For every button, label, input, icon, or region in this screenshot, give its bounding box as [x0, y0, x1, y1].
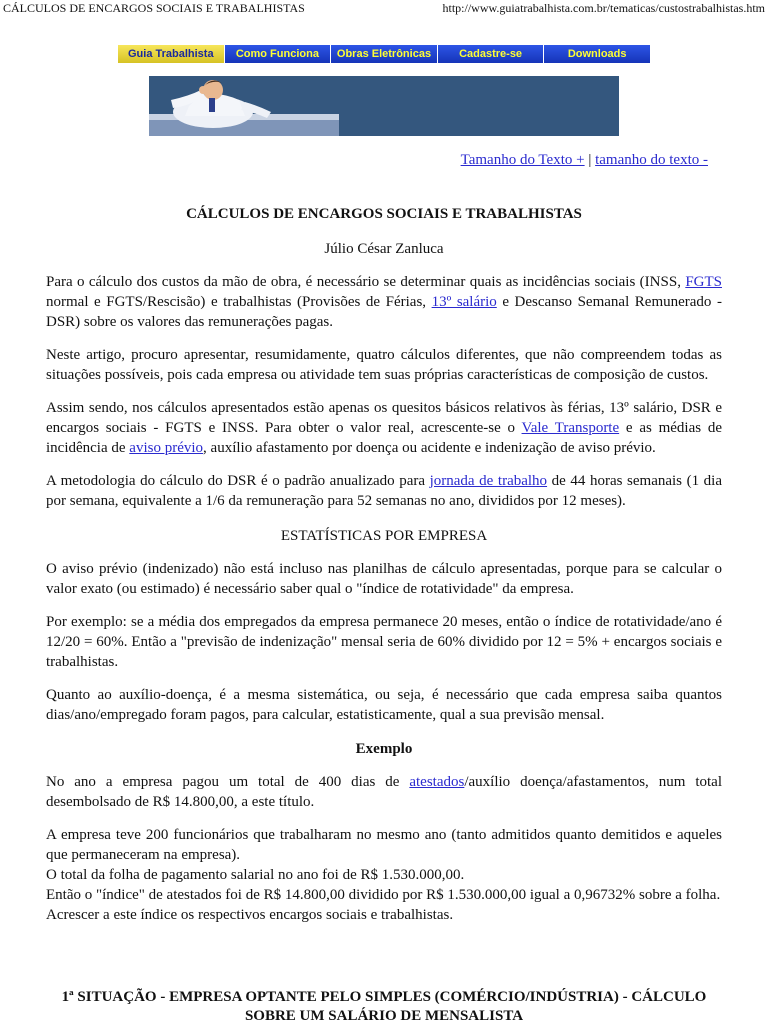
p8-text-b: /auxílio doença/afastamentos, num total desembolsado de R$ 14.800,00, a este título.	[46, 774, 722, 810]
increase-text-size-link[interactable]: Tamanho do Texto +	[460, 152, 585, 168]
jornada-de-trabalho-link[interactable]: jornada de trabalho	[429, 473, 548, 489]
text-size-separator: |	[588, 152, 592, 168]
nav-como-funciona[interactable]: Como Funciona	[225, 45, 332, 63]
article-title: CÁLCULOS DE ENCARGOS SOCIAIS E TRABALHISTAS	[186, 206, 582, 222]
p8-text-a: No ano a empresa pagou um total de 400 dias de	[46, 774, 410, 790]
p1-text-a: Para o cálculo dos custos da mão de obra, é necessário se determinar quais as incidências sociais (INSS,	[46, 274, 686, 290]
decimo-terceiro-link[interactable]: 13º salário	[431, 294, 497, 310]
print-header-url: http://www.guiatrabalhista.com.br/tematicas/custostrabalhistas.htm	[442, 1, 765, 15]
text-size-controls	[461, 152, 708, 169]
nav-guia-trabalhista[interactable]: Guia Trabalhista	[118, 45, 225, 63]
header-banner-image	[149, 76, 619, 136]
p1-text-c: e Descanso Semanal Remunerado - DSR) sobre os valores das remunerações pagas.	[46, 294, 722, 330]
paragraph-5: O aviso prévio (indenizado) não está incluso nas planilhas de cálculo apresentadas, porque para se calcular o valor exato (ou estimado) é necessário saber qual o "índice de rotatividade" da empresa.	[46, 561, 722, 597]
atestados-link[interactable]: atestados	[409, 774, 465, 790]
paragraph-6: Por exemplo: se a média dos empregados da empresa permanece 20 meses, então o índice de rotatividade/ano é 12/20 = 60%. Então a "previsão de indenização" mensal seria de 60% dividido por 12 = 5% + encargos sociais e trabalhistas.	[46, 614, 722, 670]
paragraph-9-line-3: Então o "índice" de atestados foi de R$ 14.800,00 dividido por R$ 1.530.000,00 igual a 0,96732% sobre a folha.	[46, 887, 721, 903]
vale-transporte-link[interactable]: Vale Transporte	[521, 420, 620, 436]
p3-text-b: e as médias de incidência de	[46, 420, 722, 456]
paragraph-8	[46, 772, 722, 812]
nav-downloads[interactable]: Downloads	[544, 45, 650, 63]
p4-text-a: A metodologia do cálculo do DSR é o padrão anualizado para	[46, 473, 430, 489]
p3-text-a: Assim sendo, nos cálculos apresentados estão apenas os quesitos básicos relativos às férias, 13º salário, DSR e encargos sociais - FGTS e INSS. Para obter o valor real, acrescente-se o	[46, 400, 722, 436]
nav-obras-eletronicas[interactable]: Obras Eletrônicas	[331, 45, 438, 63]
paragraph-3	[46, 398, 722, 458]
top-nav	[118, 45, 650, 63]
p1-text-b: normal e FGTS/Rescisão) e trabalhistas (Provisões de Férias,	[46, 294, 432, 310]
example-heading: Exemplo	[355, 741, 413, 757]
p3-text-c: , auxílio afastamento por doença ou acidente e indenização de aviso prévio.	[203, 440, 656, 456]
nav-cadastre-se[interactable]: Cadastre-se	[438, 45, 545, 63]
print-header	[0, 0, 768, 18]
p4-text-b: de 44 horas semanais (1 dia por semana, equivalente a 1/6 da remuneração para 52 semanas no ano, divididos por 12 meses).	[46, 473, 722, 509]
aviso-previo-link[interactable]: aviso prévio	[129, 440, 204, 456]
paragraph-7: Quanto ao auxílio-doença, é a mesma sistemática, ou seja, é necessário que cada empresa saiba quantos dias/ano/empregado foram pagos, para calcular, estatisticamente, qual a sua previsão mensal.	[46, 687, 722, 723]
decrease-text-size-link[interactable]: tamanho do texto -	[595, 152, 708, 168]
paragraph-1	[46, 272, 722, 332]
article-body	[46, 200, 722, 925]
article-author: Júlio César Zanluca	[324, 241, 444, 257]
section-heading-estatisticas: ESTATÍSTICAS POR EMPRESA	[280, 528, 488, 544]
paragraph-4	[46, 471, 722, 511]
paragraph-9-line-4: Acrescer a este índice os respectivos encargos sociais e trabalhistas.	[46, 907, 454, 923]
fgts-link[interactable]: FGTS	[685, 274, 722, 290]
businessman-illustration	[149, 76, 349, 136]
print-header-title: CÁLCULOS DE ENCARGOS SOCIAIS E TRABALHISTAS	[3, 1, 305, 15]
paragraph-2: Neste artigo, procuro apresentar, resumidamente, quatro cálculos diferentes, que não compreendem todas as situações possíveis, pois cada empresa ou atividade tem suas próprias características de composição de custos.	[46, 347, 722, 383]
paragraph-9-line-1: A empresa teve 200 funcionários que trabalharam no mesmo ano (tanto admitidos quanto demitidos e aqueles que permaneceram na empresa).	[46, 827, 722, 863]
situation-1-heading: 1ª SITUAÇÃO - EMPRESA OPTANTE PELO SIMPLES (COMÉRCIO/INDÚSTRIA) - CÁLCULO SOBRE UM SALÁRIO DE MENSALISTA	[61, 989, 707, 1024]
paragraph-9-line-2: O total da folha de pagamento salarial no ano foi de R$ 1.530.000,00.	[46, 867, 465, 883]
